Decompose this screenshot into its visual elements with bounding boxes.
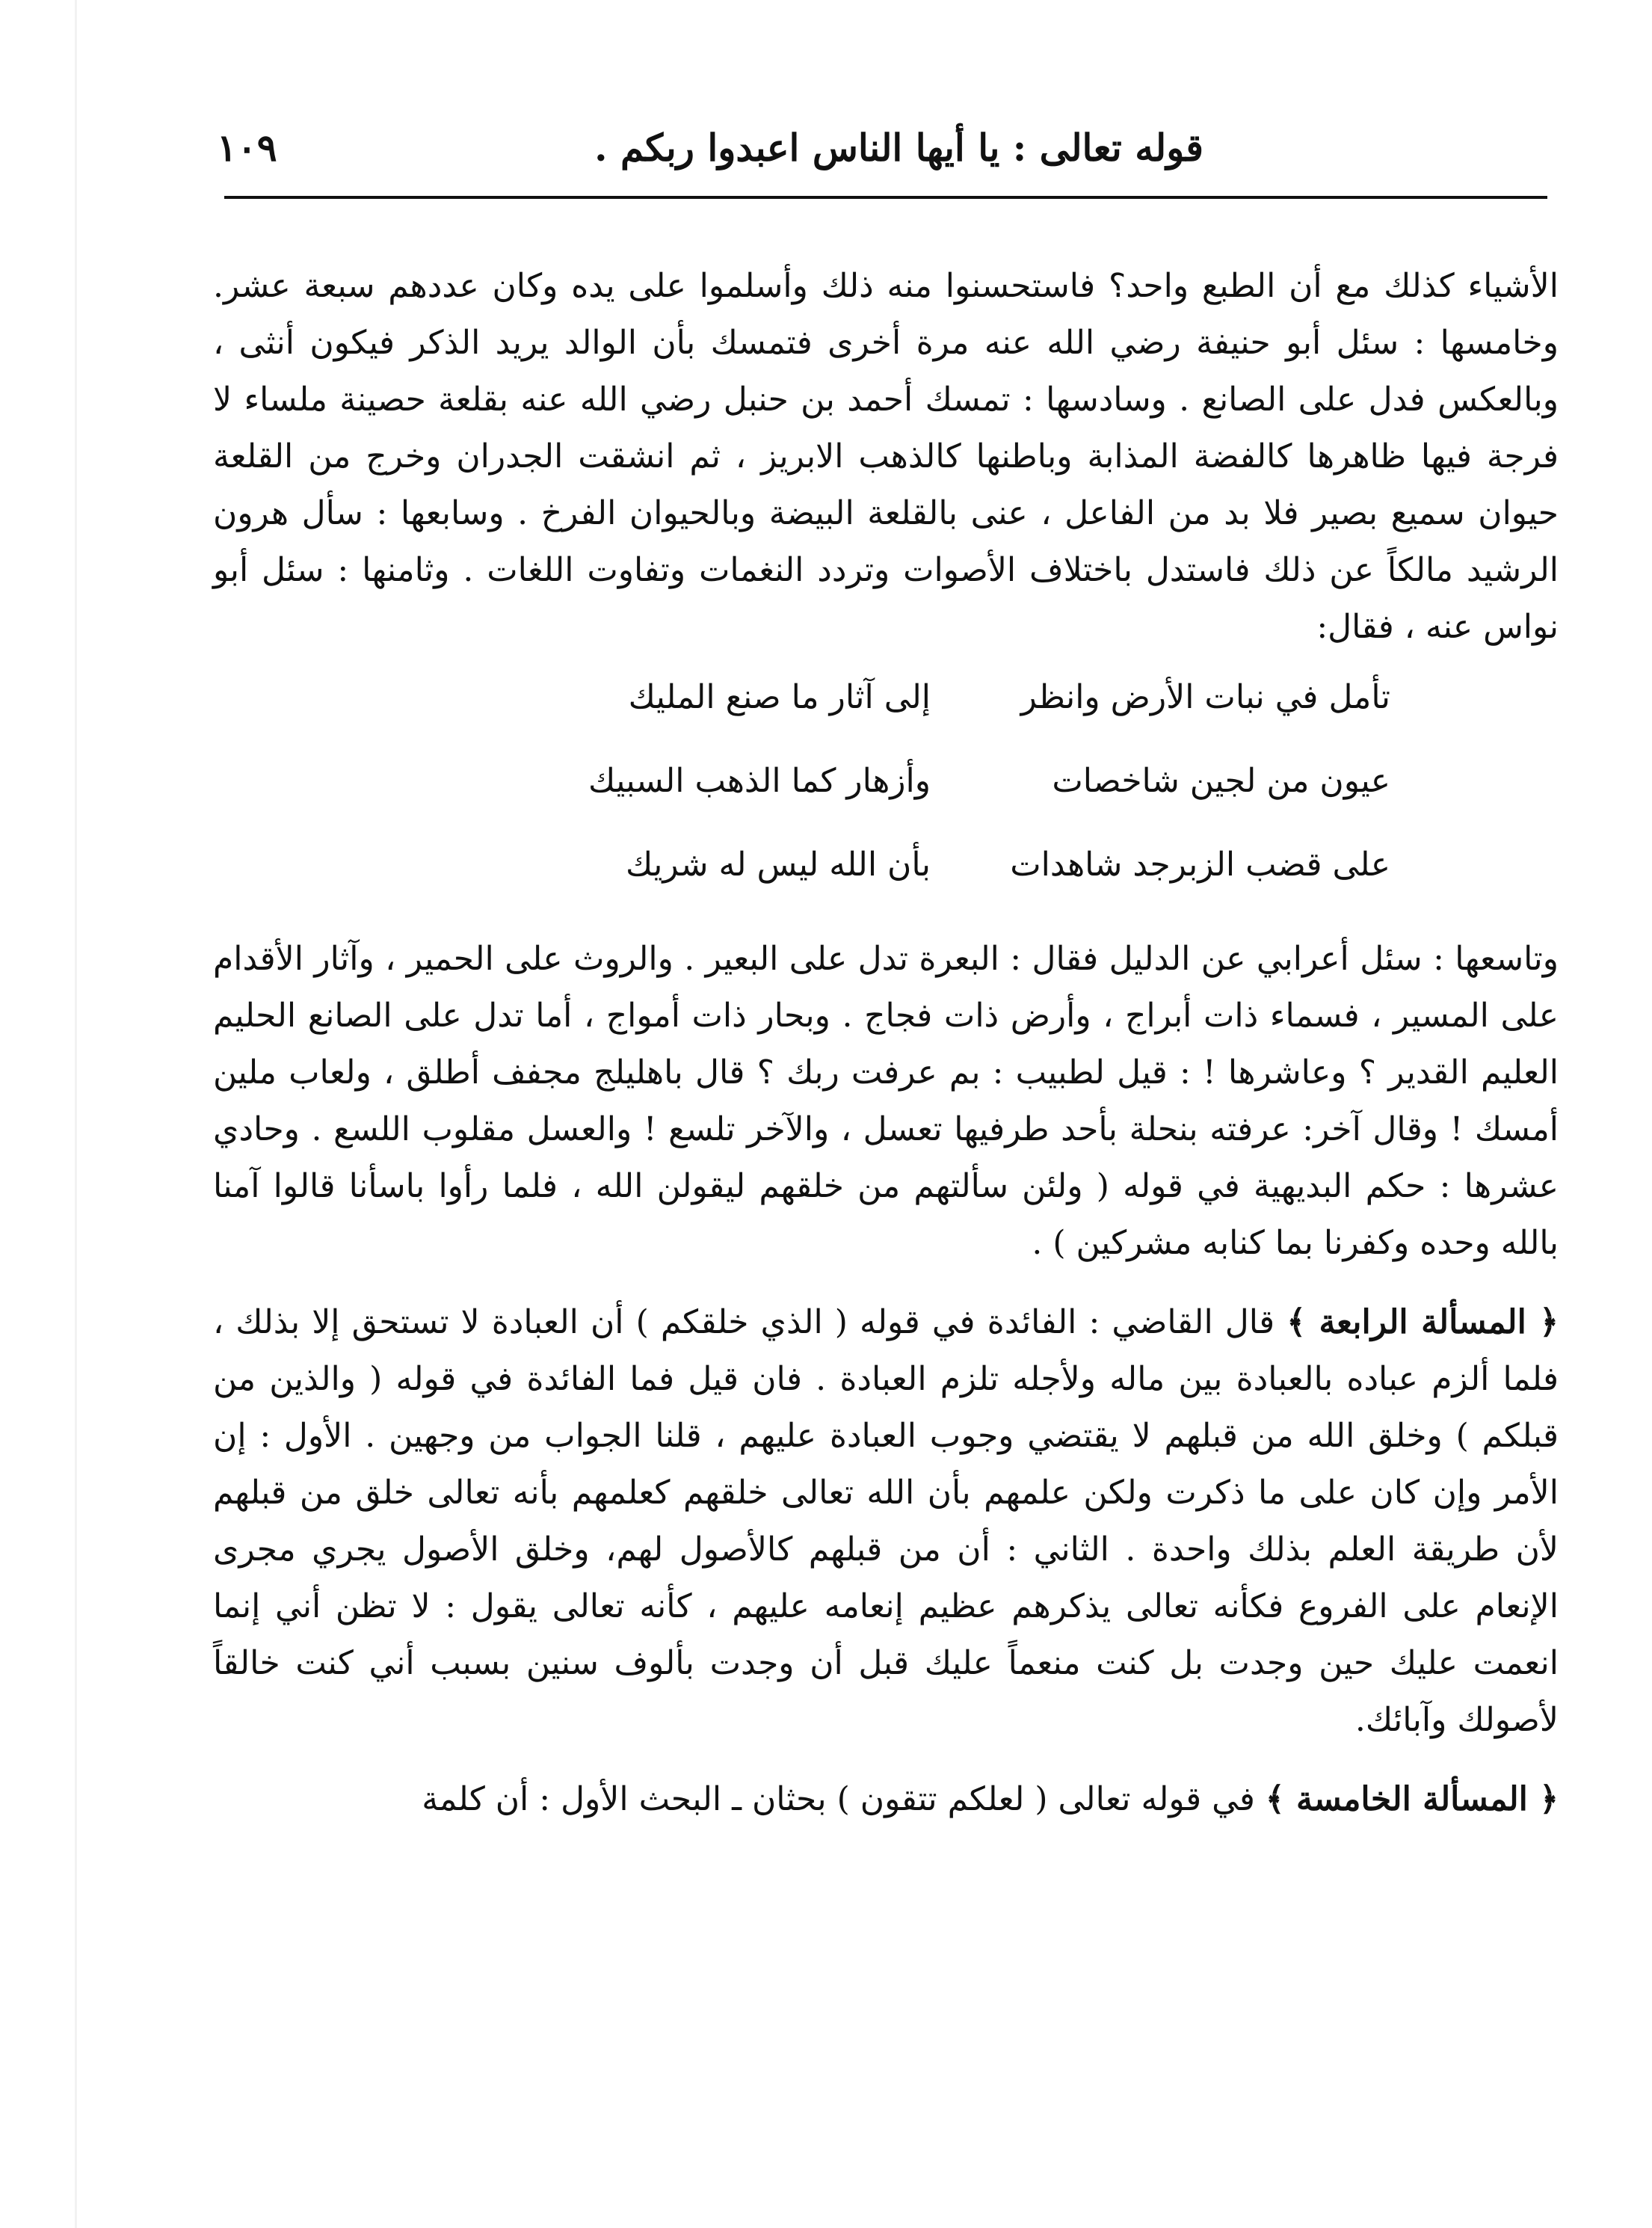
- issue-4-title: ﴿ المسألة الرابعة ﴾: [1286, 1303, 1559, 1341]
- poem-verse: [213, 669, 1559, 753]
- header-rule: [224, 196, 1547, 199]
- verse-second-hemistich: وأزهار كما الذهب السبيك: [588, 762, 931, 800]
- running-header: [217, 120, 1555, 187]
- poem: [213, 669, 1559, 920]
- section-gap: [213, 1749, 1559, 1771]
- issue-5-title: ﴿ المسألة الخامسة ﴾: [1265, 1780, 1559, 1818]
- paragraph-2: وتاسعها : سئل أعرابي عن الدليل فقال : البعرة تدل على البعير . والروث على الحمير ، وآثار الأقدام على المسير ، فسماء ذات أبراج ، وأرض ذات فجاج . وبحار ذات أمواج ، أما تدل على الصانع الحليم العليم القدير ؟ وعاشرها ! : قيل لطبيب : بم عرفت ربك ؟ قال باهليلج مجفف أطلق ، ولعاب ملين أمسك ! وقال آخر: عرفته بنحلة بأحد طرفيها تعسل ، والآخر تلسع ! والعسل مقلوب اللسع . وحادي عشرها : حكم البديهية في قوله ( ولئن سألتهم من خلقهم ليقولن الله ، فلما رأوا باسأنا قالوا آمنا بالله وحده وكفرنا بما كنابه مشركين ) .: [213, 940, 1559, 1262]
- verse-first-hemistich: عيون من لجين شاخصات: [1052, 762, 1390, 800]
- section-gap: [213, 1272, 1559, 1294]
- page-number: ١٠٩: [217, 126, 277, 170]
- poem-verse: [213, 753, 1559, 837]
- page-edge-shadow: [75, 0, 77, 2228]
- verse-first-hemistich: على قضب الزبرجد شاهدات: [1010, 846, 1390, 884]
- verse-first-hemistich: تأمل في نبات الأرض وانظر: [1020, 678, 1390, 716]
- poem-verse: [213, 837, 1559, 920]
- header-title: قوله تعالى : يا أيها الناس اعبدوا ربكم .: [594, 126, 1203, 170]
- verse-second-hemistich: بأن الله ليس له شريك: [626, 846, 931, 884]
- issue-4-paragraph: [213, 1294, 1559, 1749]
- verse-second-hemistich: إلى آثار ما صنع المليك: [628, 678, 931, 716]
- paragraph-1: الأشياء كذلك مع أن الطبع واحد؟ فاستحسنوا منه ذلك وأسلموا على يده وكان عددهم سبعة عشر. وخامسها : سئل أبو حنيفة رضي الله عنه مرة أخرى فتمسك بأن الوالد يريد الذكر فيكون أنثى ، وبالعكس فدل على الصانع . وسادسها : تمسك أحمد بن حنبل رضي الله عنه بقلعة حصينة ملساء لا فرجة فيها ظاهرها كالفضة المذابة وباطنها كالذهب الابريز ، ثم انشقت الجدران وخرج من القلعة حيوان سميع بصير فلا بد من الفاعل ، عنى بالقلعة البيضة وبالحيوان الفرخ . وسابعها : سأل هرون الرشيد مالكاً عن ذلك فاستدل باختلاف الأصوات وتردد النغمات وتفاوت اللغات . وثامنها : سئل أبو نواس عنه ، فقال:: [213, 267, 1559, 646]
- issue-5-text: في قوله تعالى ( لعلكم تتقون ) بحثان ـ البحث الأول : أن كلمة: [422, 1780, 1255, 1818]
- body-text: [213, 258, 1559, 1828]
- issue-4-text: قال القاضي : الفائدة في قوله ( الذي خلقكم ) أن العبادة لا تستحق إلا بذلك ، فلما ألزم عباده بالعبادة بين ماله ولأجله تلزم العبادة . فان قيل فما الفائدة في قوله ( والذين من قبلكم ) وخلق الله من قبلهم لا يقتضي وجوب العبادة عليهم ، قلنا الجواب من وجهين . الأول : إن الأمر وإن كان على ما ذكرت ولكن علمهم بأن الله تعالى خلقهم كعلمهم بأنه تعالى خلق من قبلهم لأن طريقة العلم بذلك واحدة . الثاني : أن من قبلهم كالأصول لهم، وخلق الأصول يجري مجرى الإنعام على الفروع فكأنه تعالى يذكرهم عظيم إنعامه عليهم ، كأنه تعالى يقول : لا تظن أني إنما انعمت عليك حين وجدت بل كنت منعماً عليك قبل أن وجدت بألوف سنين بسبب أني كنت خالقاً لأصولك وآبائك.: [213, 1303, 1559, 1739]
- issue-5-paragraph: [213, 1771, 1559, 1828]
